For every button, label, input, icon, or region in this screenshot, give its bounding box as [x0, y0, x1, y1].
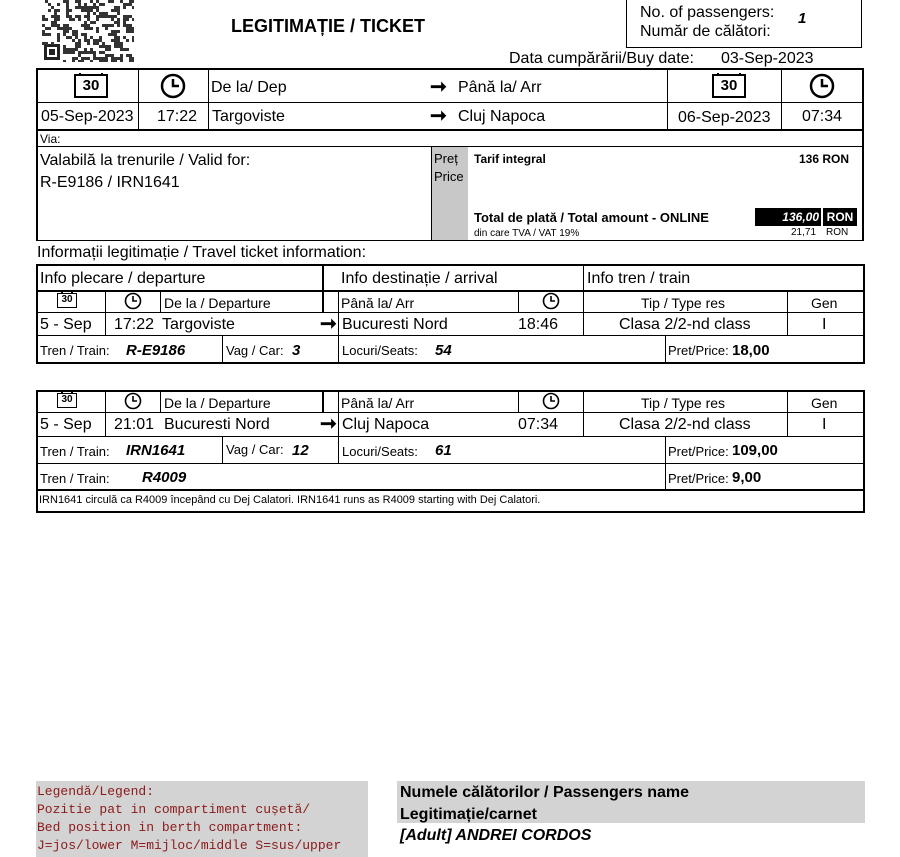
- departure-header: Info plecare / departure: [40, 270, 206, 287]
- calendar-icon: 30: [74, 74, 108, 98]
- seg1-seats: 54: [435, 342, 452, 359]
- seg2-train2: R4009: [142, 469, 187, 486]
- seg1-to: Bucuresti Nord: [342, 316, 448, 333]
- arr-station: Cluj Napoca: [458, 108, 546, 125]
- seg2b-train-label: Tren / Train:: [40, 471, 110, 486]
- calendar-icon: 30: [57, 293, 77, 308]
- clock-icon: [160, 73, 186, 104]
- seg2-gen: I: [822, 416, 827, 433]
- dep-station: Targoviste: [212, 108, 285, 125]
- seg2-train-label: Tren / Train:: [40, 444, 110, 459]
- passenger-name: [Adult] ANDREI CORDOS: [400, 827, 592, 844]
- arr-label: Până la/ Arr: [458, 79, 542, 96]
- col-type: Tip / Type res: [641, 295, 726, 311]
- arrow-icon: ➞: [320, 313, 337, 335]
- seg1-arr-time: 18:46: [518, 316, 559, 333]
- seg1-train: R-E9186: [126, 342, 186, 359]
- seg1-price-label: Pret/Price:: [668, 343, 729, 358]
- passengers-count: 1: [798, 10, 807, 27]
- dep-time: 17:22: [157, 108, 198, 125]
- arrow-icon: ➞: [430, 105, 447, 127]
- passengers-label-ro: Număr de călători:: [640, 23, 771, 40]
- seg2-class: Clasa 2/2-nd class: [619, 416, 751, 433]
- calendar-icon: 30: [712, 74, 746, 98]
- col-arrival: Până la/ Arr: [341, 395, 415, 411]
- buy-date-label: Data cumpărării/Buy date:: [509, 50, 694, 67]
- train-header: Info tren / train: [587, 270, 691, 287]
- dep-label: De la/ Dep: [211, 79, 287, 96]
- total-currency: RON: [823, 208, 857, 226]
- valid-label: Valabilă la trenurile / Valid for:: [40, 152, 251, 169]
- clock-icon: [809, 73, 835, 104]
- seg1-car-label: Vag / Car:: [226, 343, 284, 358]
- legend-line3: Bed position in berth compartment:: [37, 820, 303, 835]
- ticket-title: LEGITIMAȚIE / TICKET: [231, 16, 425, 36]
- seg2-price: 109,00: [732, 442, 778, 459]
- seg2-car-label: Vag / Car:: [226, 442, 284, 457]
- clock-icon: [124, 292, 142, 315]
- seg1-date: 5 - Sep: [40, 316, 92, 333]
- seg2-seats-label: Locuri/Seats:: [342, 444, 418, 459]
- legend-line1: Legendă/Legend:: [37, 784, 155, 799]
- vat-value: 21,71: [791, 227, 817, 238]
- seg1-car: 3: [292, 342, 301, 359]
- calendar-icon: 30: [57, 393, 77, 408]
- passengers-title: Numele călătorilor / Passengers name: [400, 784, 690, 801]
- vat-currency: RON: [826, 227, 849, 238]
- col-gen: Gen: [811, 295, 838, 311]
- seg2-price2: 9,00: [732, 469, 762, 486]
- clock-icon: [542, 392, 560, 415]
- col-departure: De la / Departure: [164, 295, 271, 311]
- tariff-value: 136 RON: [799, 152, 850, 166]
- seg1-from: Targoviste: [162, 316, 235, 333]
- seg1-price: 18,00: [732, 342, 770, 359]
- seg1-gen: I: [822, 316, 827, 333]
- via-label: Via:: [40, 132, 61, 146]
- legend-line2: Pozitie pat in compartiment cușetă/: [37, 802, 311, 817]
- seg2-train: IRN1641: [126, 442, 186, 459]
- qr-code: [42, 0, 134, 62]
- info-section-title: Informații legitimație / Travel ticket information:: [37, 244, 367, 261]
- col-arrival: Până la/ Arr: [341, 295, 415, 311]
- arr-date: 06-Sep-2023: [678, 109, 771, 126]
- price-label-en: Price: [434, 169, 464, 184]
- seg1-train-label: Tren / Train:: [40, 343, 110, 358]
- dep-date: 05-Sep-2023: [41, 108, 134, 125]
- seg1-class: Clasa 2/2-nd class: [619, 316, 751, 333]
- valid-trains: R-E9186 / IRN1641: [40, 174, 180, 191]
- passengers-subtitle: Legitimație/carnet: [400, 806, 537, 823]
- total-value: 136,00: [755, 208, 821, 226]
- seg2-price-label: Pret/Price:: [668, 444, 729, 459]
- seg2-to: Cluj Napoca: [342, 416, 430, 433]
- col-gen: Gen: [811, 395, 838, 411]
- arrow-icon: ➞: [320, 413, 337, 435]
- seg2-dep-time: 21:01: [114, 416, 155, 433]
- arr-time: 07:34: [802, 108, 843, 125]
- seg2-car: 12: [292, 442, 309, 459]
- arrival-header: Info destinație / arrival: [341, 270, 498, 287]
- legend-line4: J=jos/lower M=mijloc/middle S=sus/upper: [37, 838, 342, 853]
- seg2b-price-label: Pret/Price:: [668, 471, 729, 486]
- price-label-ro: Preț: [434, 151, 458, 166]
- clock-icon: [542, 292, 560, 315]
- passengers-label-en: No. of passengers:: [640, 4, 775, 21]
- total-label: Total de plată / Total amount - ONLINE: [474, 210, 709, 225]
- seg2-from: Bucuresti Nord: [164, 416, 270, 433]
- seg2-arr-time: 07:34: [518, 416, 559, 433]
- vat-label: din care TVA / VAT 19%: [474, 228, 580, 239]
- seg2-note: IRN1641 circulă ca R4009 începând cu Dej Calatori. IRN1641 runs as R4009 starting with Dej Calatori.: [39, 494, 541, 506]
- buy-date: 03-Sep-2023: [721, 50, 814, 67]
- seg2-seats: 61: [435, 442, 452, 459]
- col-departure: De la / Departure: [164, 395, 271, 411]
- seg1-seats-label: Locuri/Seats:: [342, 343, 418, 358]
- clock-icon: [124, 392, 142, 415]
- col-type: Tip / Type res: [641, 395, 726, 411]
- arrow-icon: ➞: [430, 76, 447, 98]
- tariff-label: Tarif integral: [474, 152, 546, 166]
- seg1-dep-time: 17:22: [114, 316, 155, 333]
- seg2-date: 5 - Sep: [40, 416, 92, 433]
